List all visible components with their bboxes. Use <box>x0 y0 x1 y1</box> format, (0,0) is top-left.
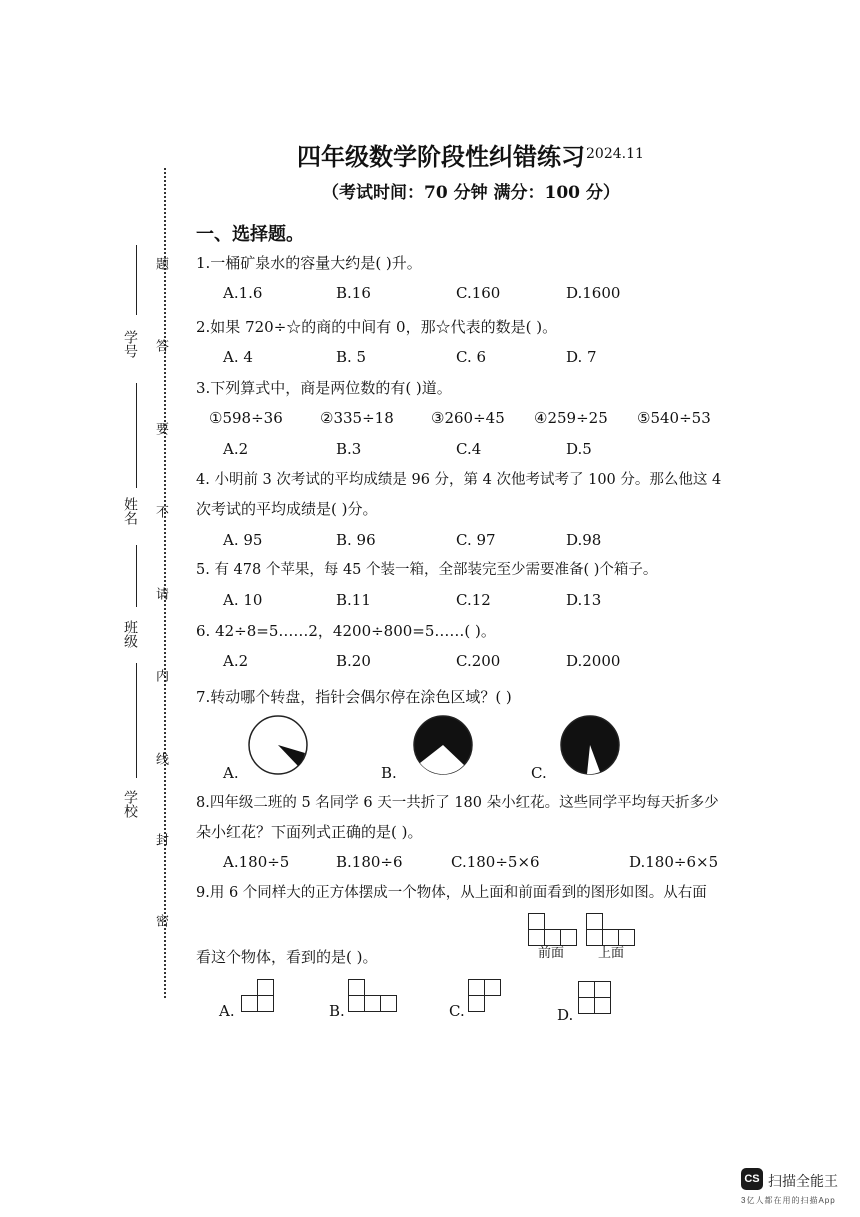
spinner-c <box>558 713 622 777</box>
field-student-id: 学号 <box>122 330 138 358</box>
q3-option-d: D.5 <box>566 440 592 458</box>
q9-option-d: D. <box>557 1006 574 1024</box>
question-1-stem: 1.一桶矿泉水的容量大约是( )升。 <box>196 254 422 272</box>
q2-option-c: C. 6 <box>456 348 487 366</box>
q3-expression-1: ①598÷36 <box>209 409 283 427</box>
scanner-tagline: 3亿人都在用的扫描App <box>741 1196 836 1205</box>
question-4-stem-line1: 4. 小明前 3 次考试的平均成绩是 96 分，第 4 次他考试考了 100 分。那么他这 4 <box>196 472 722 488</box>
q8-option-b: B.180÷6 <box>336 853 403 871</box>
q3-expression-3: ③260÷45 <box>431 409 505 427</box>
question-8-stem-line1: 8.四年级二班的 5 名同学 6 天一共折了 180 朵小红花。这些同学平均每天折多少 <box>196 795 719 811</box>
q4-option-c: C. 97 <box>456 531 496 549</box>
q3-expression-2: ②335÷18 <box>320 409 394 427</box>
seal-char: 线 <box>153 752 168 765</box>
scanner-app-name: 扫描全能王 <box>768 1173 838 1189</box>
q4-option-d: D.98 <box>566 531 602 549</box>
q5-option-b: B.11 <box>336 591 371 609</box>
q1-option-d: D.1600 <box>566 284 621 302</box>
q3-expression-5: ⑤540÷53 <box>637 409 711 427</box>
field-school: 学校 <box>122 790 138 818</box>
q2-option-b: B. 5 <box>336 348 367 366</box>
seal-char: 请 <box>153 587 168 600</box>
name-line <box>136 383 137 488</box>
q3-option-c: C.4 <box>456 440 482 458</box>
question-7-stem: 7.转动哪个转盘，指针会偶尔停在涂色区域？( ) <box>196 688 512 706</box>
q1-option-c: C.160 <box>456 284 501 302</box>
seal-char: 不 <box>153 505 168 518</box>
q2-option-d: D. 7 <box>566 348 597 366</box>
exam-subtitle: （考试时间：70 分钟 满分：100 分） <box>322 183 620 203</box>
student-id-line <box>136 245 137 315</box>
q9-option-b: B. <box>329 1002 345 1020</box>
q5-option-a: A. 10 <box>223 591 263 609</box>
q7-option-a: A. <box>223 764 239 782</box>
q7-option-b: B. <box>381 764 397 782</box>
question-6-stem: 6. 42÷8=5……2，4200÷800=5……( )。 <box>196 622 496 640</box>
seal-char: 要 <box>153 422 168 435</box>
q4-option-b: B. 96 <box>336 531 376 549</box>
q4-option-a: A. 95 <box>223 531 263 549</box>
cut-line <box>164 168 166 998</box>
scanner-logo: CS <box>741 1168 763 1190</box>
field-class: 班级 <box>122 620 138 648</box>
question-3-stem: 3.下列算式中，商是两位数的有( )道。 <box>196 379 452 397</box>
question-5-stem: 5. 有 478 个苹果，每 45 个装一箱，全部装完至少需要准备( )个箱子。 <box>196 562 658 578</box>
q9-option-c: C. <box>449 1002 465 1020</box>
q3-option-a: A.2 <box>223 440 249 458</box>
q7-option-c: C. <box>531 764 547 782</box>
page-title: 四年级数学阶段性纠错练习 <box>297 142 585 171</box>
seal-char: 封 <box>153 833 168 846</box>
spinner-b <box>411 713 475 777</box>
section-heading: 一、选择题。 <box>196 224 304 245</box>
q6-option-d: D.2000 <box>566 652 621 670</box>
q8-option-d: D.180÷6×5 <box>629 853 719 871</box>
seal-char: 题 <box>153 257 168 270</box>
top-view-label: 上面 <box>598 946 625 961</box>
q9-option-a: A. <box>219 1002 235 1020</box>
q6-option-a: A.2 <box>223 652 249 670</box>
school-line <box>136 663 137 778</box>
q6-option-b: B.20 <box>336 652 371 670</box>
question-2-stem: 2.如果 720÷☆的商的中间有 0，那☆代表的数是( )。 <box>196 318 558 336</box>
front-view-label: 前面 <box>538 946 565 961</box>
question-8-stem-line2: 朵小红花？下面列式正确的是( )。 <box>196 823 423 841</box>
q1-option-b: B.16 <box>336 284 371 302</box>
q3-option-b: B.3 <box>336 440 362 458</box>
seal-char: 密 <box>153 914 168 927</box>
spinner-a <box>246 713 310 777</box>
q3-expression-4: ④259÷25 <box>534 409 608 427</box>
q8-option-c: C.180÷5×6 <box>451 853 540 871</box>
q8-option-a: A.180÷5 <box>223 853 290 871</box>
question-4-stem-line2: 次考试的平均成绩是( )分。 <box>196 500 378 518</box>
q2-option-a: A. 4 <box>223 348 253 366</box>
seal-char: 答 <box>153 339 168 352</box>
q6-option-c: C.200 <box>456 652 501 670</box>
question-9-stem-line1: 9.用 6 个同样大的正方体摆成一个物体，从上面和前面看到的图形如图。从右面 <box>196 885 707 901</box>
seal-char: 内 <box>153 669 168 682</box>
q5-option-d: D.13 <box>566 591 602 609</box>
q1-option-a: A.1.6 <box>223 284 263 302</box>
exam-date: 2024.11 <box>586 146 644 162</box>
q5-option-c: C.12 <box>456 591 491 609</box>
field-name: 姓名 <box>122 497 138 525</box>
question-9-stem-line2: 看这个物体，看到的是( )。 <box>196 948 378 966</box>
class-line <box>136 545 137 607</box>
